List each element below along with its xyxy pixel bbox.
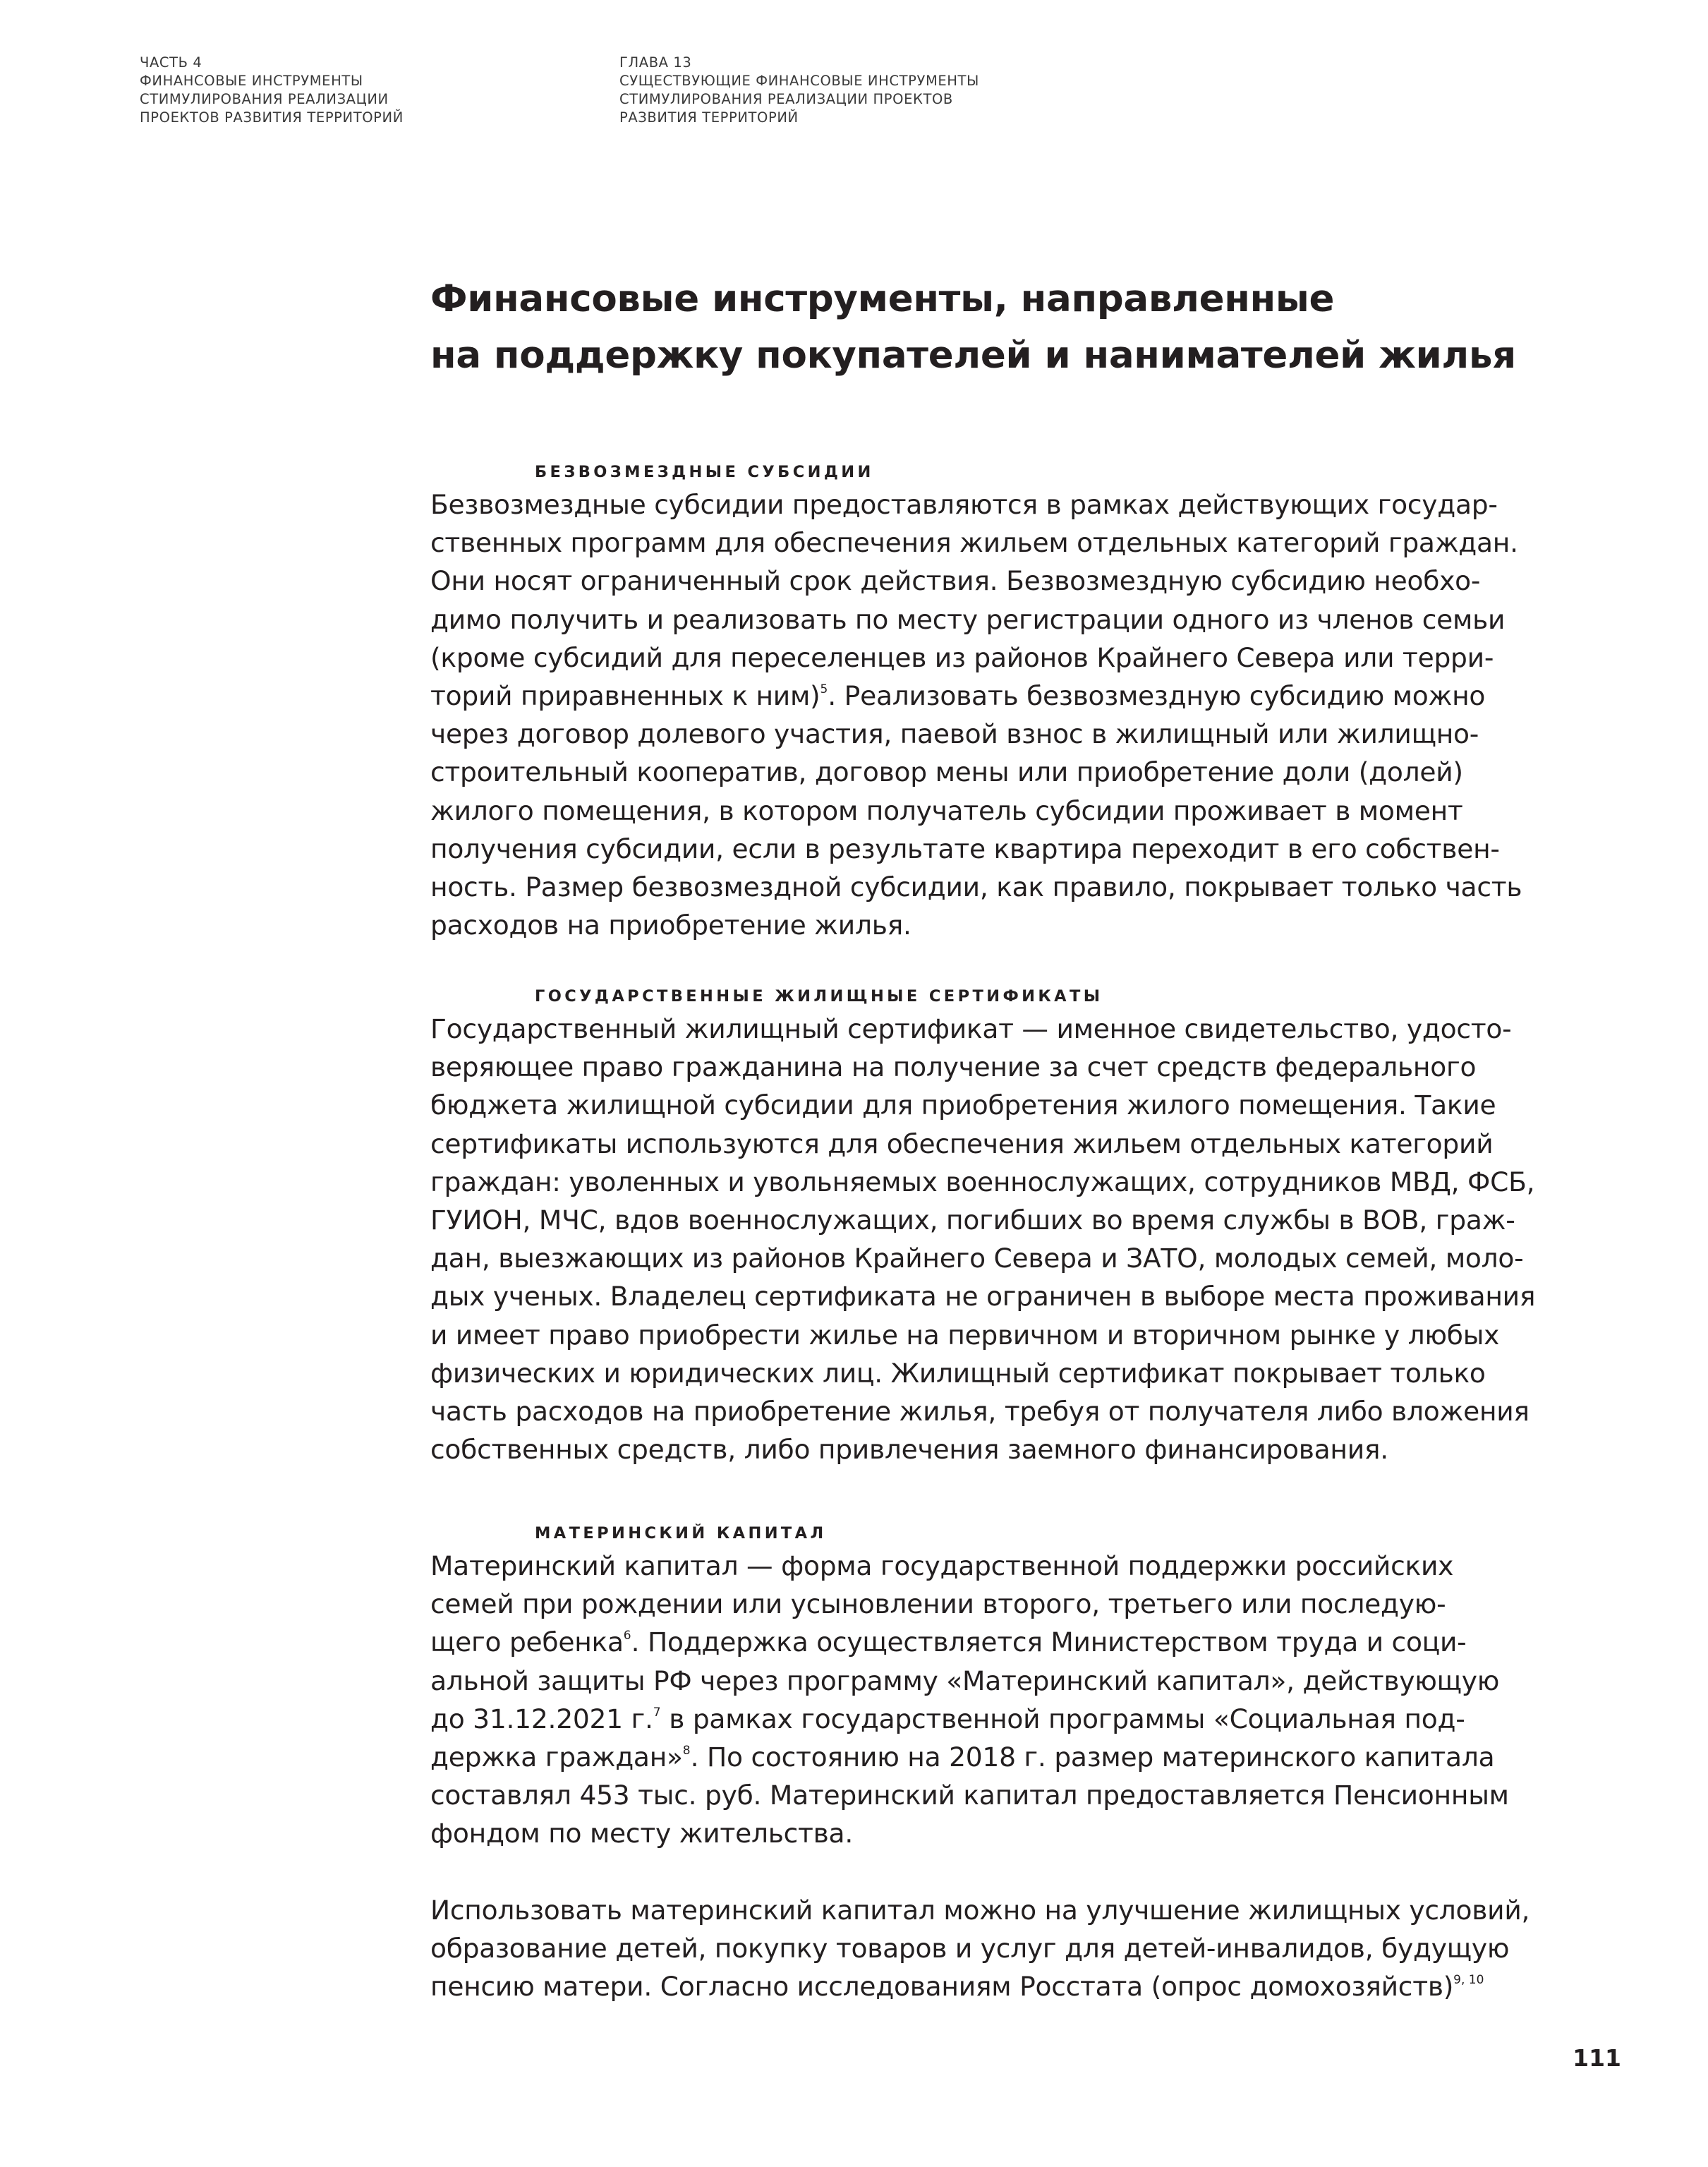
text-line bbox=[430, 1623, 1573, 1661]
page-number: 111 bbox=[1573, 2044, 1621, 2072]
text-line: бюджета жилищной субсидии для приобретения жилого помещения. Такие bbox=[430, 1089, 1496, 1121]
section-heading: ГОСУДАРСТВЕННЫЕ ЖИЛИЩНЫЕ СЕРТИФИКАТЫ bbox=[535, 987, 1103, 1006]
section-subsidies bbox=[430, 459, 1573, 944]
text-line: через договор долевого участия, паевой взнос в жилищный или жилищно- bbox=[430, 718, 1479, 750]
section-certificates bbox=[430, 983, 1573, 1468]
running-head-line: РАЗВИТИЯ ТЕРРИТОРИЙ bbox=[619, 109, 799, 126]
section-body bbox=[430, 1547, 1573, 2005]
text-fragment: . По состоянию на 2018 г. размер материнского капитала bbox=[690, 1742, 1495, 1773]
text-line: строительный кооператив, договор мены или приобретение доли (долей) bbox=[430, 756, 1463, 788]
section-body bbox=[430, 1010, 1573, 1468]
text-line: Они носят ограниченный срок действия. Безвозмездную субсидию необхо- bbox=[430, 565, 1481, 597]
text-line: веряющее право гражданина на получение за счет средств федерального bbox=[430, 1051, 1477, 1083]
text-line: сертификаты используются для обеспечения жильем отдельных категорий bbox=[430, 1128, 1494, 1159]
running-head-part bbox=[140, 54, 404, 127]
text-line: дых ученых. Владелец сертификата не ограничен в выборе места проживания bbox=[430, 1281, 1536, 1312]
text-fragment: щего ребенка bbox=[430, 1626, 624, 1658]
paragraph-gap bbox=[430, 1853, 1573, 1891]
text-fragment: до 31.12.2021 г. bbox=[430, 1703, 653, 1734]
text-line: Безвозмездные субсидии предоставляются в рамках действующих государ- bbox=[430, 489, 1498, 520]
footnote-ref[interactable]: 7 bbox=[653, 1705, 661, 1720]
text-line: получения субсидии, если в результате квартира переходит в его собствен- bbox=[430, 833, 1500, 864]
title-line: на поддержку покупателей и нанимателей жилья bbox=[430, 334, 1516, 377]
section-body bbox=[430, 485, 1573, 944]
text-line: ственных программ для обеспечения жильем отдельных категорий граждан. bbox=[430, 527, 1518, 559]
running-head-line: СТИМУЛИРОВАНИЯ РЕАЛИЗАЦИИ ПРОЕКТОВ bbox=[619, 91, 953, 107]
text-line: образование детей, покупку товаров и услуг для детей-инвалидов, будущую bbox=[430, 1932, 1510, 1964]
text-line: фондом по месту жительства. bbox=[430, 1818, 854, 1849]
text-line: жилого помещения, в котором получатель субсидии проживает в момент bbox=[430, 795, 1463, 826]
footnote-ref[interactable]: 9, 10 bbox=[1453, 1973, 1484, 1988]
text-fragment: в рамках государственной программы «Социальная под- bbox=[660, 1703, 1465, 1734]
text-line: ность. Размер безвозмездной субсидии, как правило, покрывает только часть bbox=[430, 871, 1522, 903]
text-fragment: торий приравненных к ним) bbox=[430, 680, 820, 712]
text-line: и имеет право приобрести жилье на первичном и вторичном рынке у любых bbox=[430, 1319, 1500, 1351]
text-line: часть расходов на приобретение жилья, требуя от получателя либо вложения bbox=[430, 1396, 1530, 1427]
text-fragment: . Поддержка осуществляется Министерством труда и соци- bbox=[631, 1626, 1467, 1658]
text-fragment: держка граждан» bbox=[430, 1742, 683, 1773]
running-head-line: СУЩЕСТВУЮЩИЕ ФИНАНСОВЫЕ ИНСТРУМЕНТЫ bbox=[619, 73, 979, 89]
running-head-line: ПРОЕКТОВ РАЗВИТИЯ ТЕРРИТОРИЙ bbox=[140, 109, 404, 126]
text-line: составлял 453 тыс. руб. Материнский капитал предоставляется Пенсионным bbox=[430, 1780, 1509, 1811]
text-line: семей при рождении или усыновлении второго, третьего или последую- bbox=[430, 1588, 1446, 1620]
text-line bbox=[430, 1700, 1573, 1738]
text-line: расходов на приобретение жилья. bbox=[430, 910, 911, 941]
section-maternity bbox=[430, 1520, 1573, 2005]
text-line bbox=[430, 1738, 1573, 1776]
footnote-ref[interactable]: 8 bbox=[682, 1744, 691, 1758]
text-line bbox=[430, 677, 1573, 715]
text-line: физических и юридических лиц. Жилищный сертификат покрывает только bbox=[430, 1357, 1486, 1389]
running-head-line: СТИМУЛИРОВАНИЯ РЕАЛИЗАЦИИ bbox=[140, 91, 389, 107]
text-line: ГУИОН, МЧС, вдов военнослужащих, погибших во время службы в ВОВ, граж- bbox=[430, 1205, 1515, 1236]
text-line: (кроме субсидий для переселенцев из районов Крайнего Севера или терри- bbox=[430, 641, 1494, 673]
section-heading: МАТЕРИНСКИЙ КАПИТАЛ bbox=[535, 1524, 827, 1543]
text-line: Материнский капитал — форма государственной поддержки российских bbox=[430, 1550, 1454, 1581]
text-line: граждан: уволенных и увольняемых военнослужащих, сотрудников МВД, ФСБ, bbox=[430, 1166, 1535, 1197]
text-line: собственных средств, либо привлечения заемного финансирования. bbox=[430, 1434, 1388, 1466]
text-fragment: пенсию матери. Согласно исследованиям Росстата (опрос домохозяйств) bbox=[430, 1971, 1454, 2003]
running-head-line: ФИНАНСОВЫЕ ИНСТРУМЕНТЫ bbox=[140, 73, 363, 89]
text-line bbox=[430, 1967, 1573, 2005]
running-head-chapter bbox=[619, 54, 979, 127]
running-head-line: ЧАСТЬ 4 bbox=[140, 54, 202, 71]
page-title bbox=[430, 271, 1516, 384]
section-heading: БЕЗВОЗМЕЗДНЫЕ СУБСИДИИ bbox=[535, 463, 874, 481]
text-line: Государственный жилищный сертификат — именное свидетельство, удосто- bbox=[430, 1013, 1512, 1044]
text-line: Использовать материнский капитал можно на улучшение жилищных условий, bbox=[430, 1894, 1530, 1926]
text-line: альной защиты РФ через программу «Материнский капитал», действующую bbox=[430, 1665, 1500, 1696]
text-line: дан, выезжающих из районов Крайнего Севера и ЗАТО, молодых семей, моло- bbox=[430, 1243, 1524, 1274]
footnote-ref[interactable]: 5 bbox=[820, 682, 828, 697]
footnote-ref[interactable]: 6 bbox=[623, 1629, 631, 1643]
title-line: Финансовые инструменты, направленные bbox=[430, 277, 1335, 320]
text-line: димо получить и реализовать по месту регистрации одного из членов семьи bbox=[430, 603, 1506, 635]
running-head-line: ГЛАВА 13 bbox=[619, 54, 692, 71]
text-fragment: . Реализовать безвозмездную субсидию можно bbox=[828, 680, 1486, 712]
